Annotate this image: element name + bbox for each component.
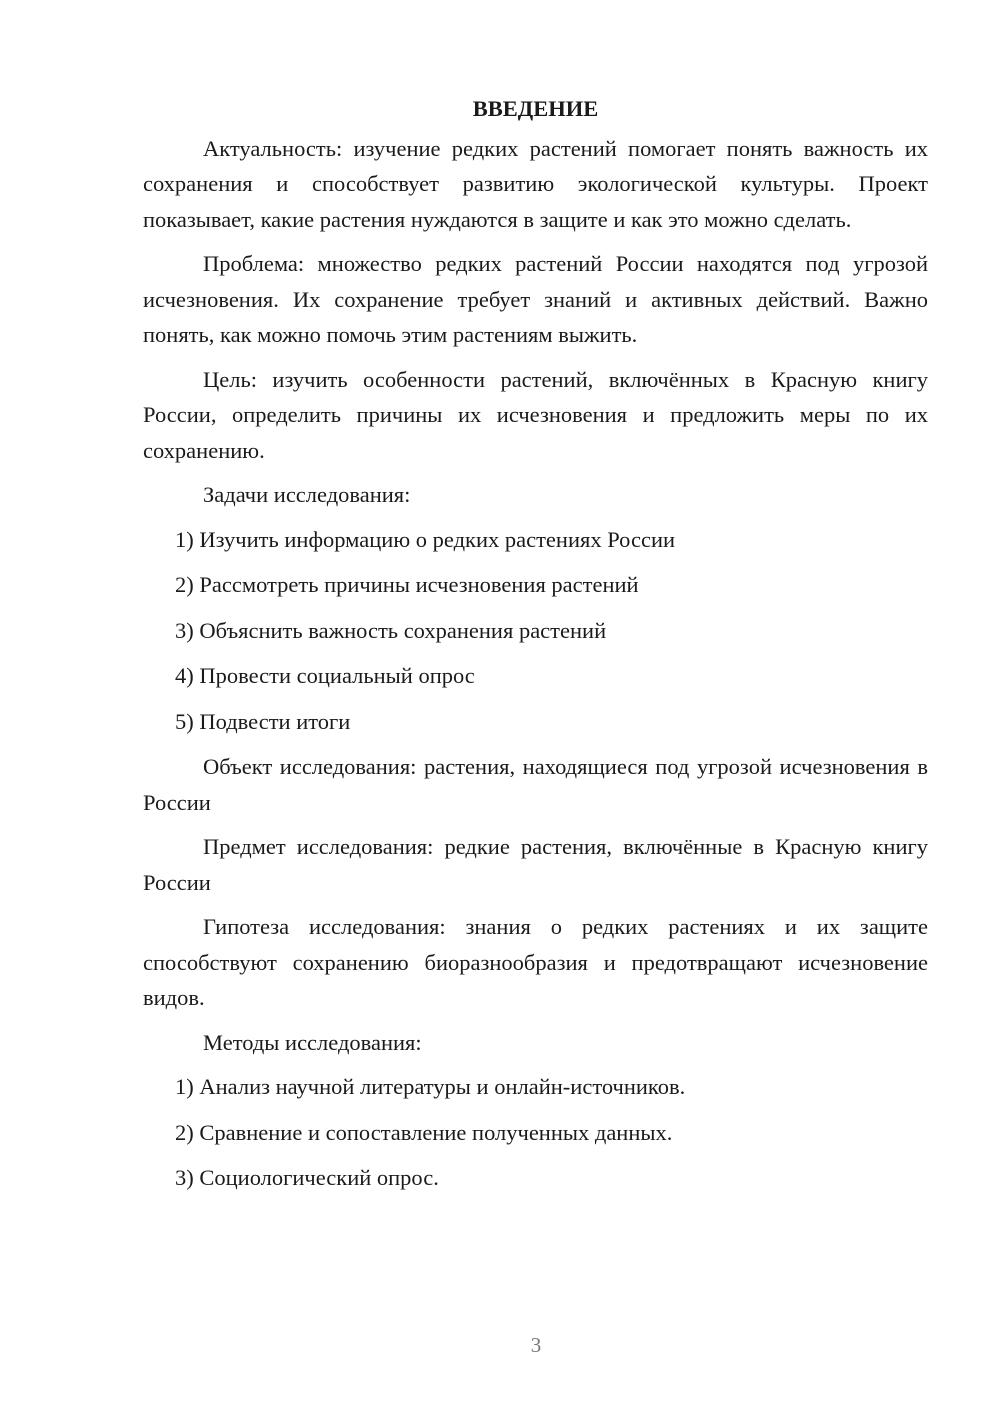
goal-paragraph: Цель: изучить особенности растений, включённых в Красную книгу России, определить причины их исчезновения и предложить меры по их сохранению. — [143, 366, 928, 463]
tasks-list — [143, 522, 928, 740]
method-item: 1) Анализ научной литературы и онлайн-источников. — [175, 1074, 686, 1099]
subject-paragraph: Предмет исследования: редкие растения, включённые в Красную книгу России — [143, 834, 928, 895]
method-item: 3) Социологический опрос. — [175, 1165, 439, 1190]
problem-paragraph: Проблема: множество редких растений России находятся под угрозой исчезновения. Их сохранение требует знаний и активных действий. Важно понять, как можно помочь этим растениям выжить. — [143, 251, 928, 347]
task-item: 5) Подвести итоги — [175, 708, 351, 734]
hypothesis-paragraph: Гипотеза исследования: знания о редких растениях и их защите способствуют сохранению биоразнообразия и предотвращают исчезновение видов. — [143, 914, 928, 1010]
task-item: 2) Рассмотреть причины исчезновения растений — [175, 572, 639, 597]
task-item: 1) Изучить информацию о редких растениях России — [175, 526, 676, 552]
page-content — [143, 91, 928, 1206]
method-item: 2) Сравнение и сопоставление полученных данных. — [175, 1119, 673, 1145]
tasks-heading: Задачи исследования: — [203, 482, 411, 507]
methods-heading: Методы исследования: — [203, 1029, 422, 1055]
page-title: ВВЕДЕНИЕ — [472, 96, 599, 121]
page-number: 3 — [530, 1333, 542, 1357]
task-item: 3) Объяснить важность сохранения растений — [175, 617, 607, 643]
relevance-paragraph: Актуальность: изучение редких растений помогает понять важность их сохранения и способствует развитию экологической культуры. Проект показывает, какие растения нуждаются в защите и как это можно сделать. — [143, 135, 928, 232]
methods-list — [143, 1069, 928, 1196]
task-item: 4) Провести социальный опрос — [175, 663, 475, 688]
object-paragraph: Объект исследования: растения, находящиеся под угрозой исчезновения в России — [143, 754, 928, 815]
